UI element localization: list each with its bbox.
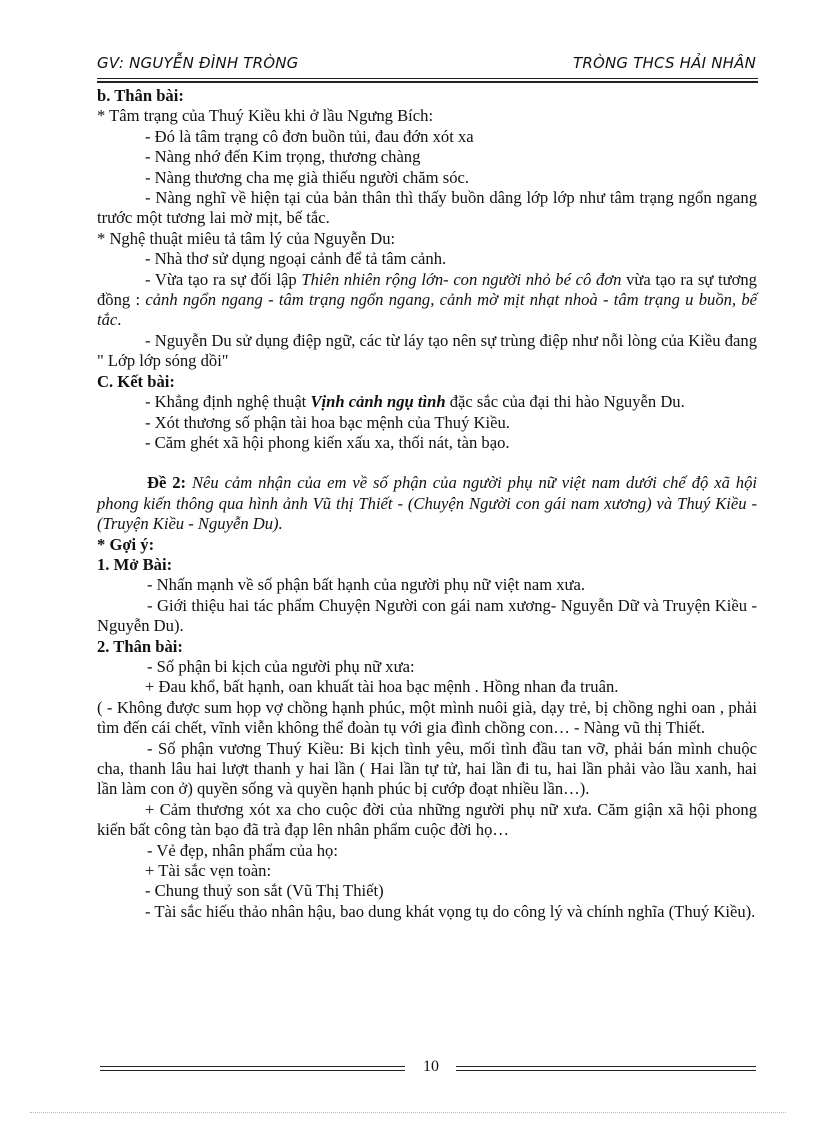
paragraph: - Số phận bi kịch của người phụ nữ xưa: xyxy=(147,656,415,676)
paragraph: - Giới thiệu hai tác phẩm Chuyện Người con gái nam xương- Nguyễn Dữ và Truyện Kiều - Nguyễn Du). xyxy=(97,595,757,636)
paragraph: * Nghệ thuật miêu tả tâm lý của Nguyễn Du: xyxy=(97,228,396,248)
paragraph: - Căm ghét xã hội phong kiến xấu xa, thối nát, tàn bạo. xyxy=(145,432,510,452)
paragraph: - Đó là tâm trạng cô đơn buồn tủi, đau đớn xót xa xyxy=(145,126,474,146)
page-edge-divider xyxy=(30,1112,786,1113)
page-header xyxy=(97,48,756,78)
header-teacher: GV: NGUYỄN ĐÌNH TRÒNG xyxy=(97,54,299,72)
paragraph: - Xót thương số phận tài hoa bạc mệnh của Thuý Kiều. xyxy=(145,412,510,432)
section-heading: b. Thân bài: xyxy=(97,86,184,105)
page-footer xyxy=(100,1058,756,1080)
spacer xyxy=(97,453,757,473)
paragraph: - Nhấn mạnh về số phận bất hạnh của người phụ nữ việt nam xưa. xyxy=(147,575,586,595)
bold-italic-run: Vịnh cảnh ngụ tình xyxy=(310,392,446,412)
paragraph: - Tài sắc hiếu thảo nhân hậu, bao dung khát vọng tụ do công lý và chính nghĩa (Thuý Kiều). xyxy=(145,901,756,921)
text-run: . xyxy=(117,310,122,330)
page-number: 10 xyxy=(423,1058,439,1075)
question-text: Nêu cảm nhận của em về số phận của người phụ nữ việt nam dưới chế độ xã hội phong kiến thông qua hình ảnh Vũ thị Thiết - (Chuyện Người con gái nam xương) và Thuý Kiều - (Truyện Kiều - Nguyễn Du). xyxy=(97,473,757,534)
paragraph xyxy=(97,392,757,412)
paragraph: - Chung thuỷ son sắt (Vũ Thị Thiết) xyxy=(145,881,384,901)
text-run: vừa tạo ra sự tương đồng : xyxy=(97,269,757,310)
header-school: TRÒNG THCS HẢI NHÂN xyxy=(572,54,756,72)
question-paragraph xyxy=(97,473,757,534)
paragraph: - Nàng nhớ đến Kim trọng, thương chàng xyxy=(145,147,421,167)
document-body xyxy=(97,86,757,922)
section-heading: 2. Thân bài: xyxy=(97,636,183,656)
paragraph: - Vẻ đẹp, nhân phẩm của họ: xyxy=(147,840,338,860)
paragraph: - Nàng thương cha mẹ già thiếu người chăm sóc. xyxy=(145,167,469,187)
footer-rule-left xyxy=(100,1066,405,1071)
section-heading: 1. Mở Bài: xyxy=(97,554,173,574)
italic-run: Thiên nhiên rộng lớn- con người nhỏ bé cô đơn xyxy=(301,269,622,289)
text-run: đặc sắc của đại thi hào Nguyễn Du. xyxy=(449,392,685,412)
paragraph: + Cảm thương xót xa cho cuộc đời của những người phụ nữ xưa. Căm giận xã hội phong kiến bất công tàn bạo đã trà đạp lên nhân phẩm cuộc đời họ… xyxy=(97,799,757,840)
section-heading: * Gợi ý: xyxy=(97,534,155,554)
header-rule xyxy=(97,78,758,83)
paragraph: - Nàng nghĩ về hiện tại của bản thân thì thấy buồn dâng lớp lớp như tâm trạng ngổn ngang trước một tương lai mờ mịt, bế tắc. xyxy=(97,188,757,228)
paragraph: - Nhà thơ sử dụng ngoại cảnh để tả tâm cảnh. xyxy=(145,249,447,269)
question-label: Đề 2: xyxy=(147,473,187,493)
paragraph: - Số phận vương Thuý Kiều: Bi kịch tình yêu, mối tình đầu tan vỡ, phải bán mình chuộc cha, thanh lâu hai lượt thanh y hai lần ( Hai lần tự tử, hai lần đi tu, hai lần phải vào lầu xanh, hai lần làm con ở) quyền sống và quyền hạnh phúc bị cướp đoạt nhiều lần…). xyxy=(97,738,757,799)
paragraph: + Đau khổ, bất hạnh, oan khuất tài hoa bạc mệnh . Hồng nhan đa truân. xyxy=(145,677,619,697)
paragraph: * Tâm trạng của Thuý Kiều khi ở lầu Ngưng Bích: xyxy=(97,106,434,126)
section-heading: C. Kết bài: xyxy=(97,371,175,391)
paragraph: - Nguyễn Du sử dụng điệp ngữ, các từ láy tạo nên sự trùng điệp như nỗi lòng của Kiều đang " Lớp lớp sóng dồi" xyxy=(97,330,757,371)
paragraph: + Tài sắc vẹn toàn: xyxy=(145,861,272,881)
footer-rule-right xyxy=(456,1066,756,1071)
text-run: - Vừa tạo ra sự đối lập xyxy=(145,269,297,289)
paragraph: ( - Không được sum họp vợ chồng hạnh phúc, một mình nuôi già, dạy trẻ, bị chồng nghi oan , phải tìm đến cái chết, vĩnh viễn không thể đoàn tụ với gia đình chồng con… - Nàng vũ thị Thiết. xyxy=(97,697,757,738)
text-run: - Khẳng định nghệ thuật xyxy=(145,392,307,412)
paragraph xyxy=(97,270,757,331)
italic-run: cảnh ngổn ngang - tâm trạng ngổn ngang, cảnh mờ mịt nhạt nhoà - tâm trạng u buồn, bế tắc xyxy=(97,290,758,330)
